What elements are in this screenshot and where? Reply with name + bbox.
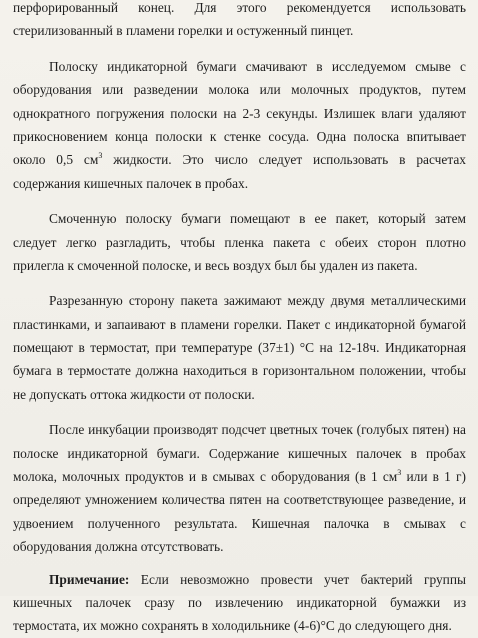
text-line: Полоску индикаторной бумаги смачивают в исследуемом смыве с xyxy=(49,58,466,74)
text-line: пластинками, и запаивают в пламени горелки. Пакет с индикаторной бумагой xyxy=(13,316,466,332)
paragraph-6 xyxy=(13,568,466,638)
text-line: около 0,5 $см^3$ жидкости. Это число следует использовать в расчетах xyxy=(13,151,466,168)
text-line: помещают в термостат, при температуре (37±1) °C на 12-18ч. Индикаторная xyxy=(13,340,466,356)
paragraph-3 xyxy=(13,207,466,277)
text-line: полоске индикаторной бумаги. Содержание кишечных палочек в пробах xyxy=(13,445,466,461)
text-line: бумага в термостате должна находиться в горизонтальном положении, чтобы xyxy=(13,363,466,379)
paragraph-5 xyxy=(13,418,466,558)
paragraph-gap xyxy=(13,406,466,418)
text-line: термостата, их можно сохранять в холодильнике (4-6)°C до следующего дня. xyxy=(13,618,452,634)
paragraph-gap xyxy=(13,195,466,207)
paragraph-gap xyxy=(13,43,466,55)
text-line: кишечных палочек сразу по извлечению индикаторной бумажки из xyxy=(13,594,466,610)
paragraph-4 xyxy=(13,289,466,406)
text-line: стерилизованный в пламени горелки и остуженный пинцет. xyxy=(13,23,354,39)
text-line: перфорированный конец. Для этого рекомендуется использовать xyxy=(13,0,466,15)
text-line: не допускать оттока жидкости от полоски. xyxy=(13,386,255,402)
text-line: оборудования или разведении молока или молочных продуктов, путем xyxy=(13,82,466,98)
text-line: удвоением полученного результата. Кишечная палочка в смывах с xyxy=(13,515,466,531)
text-line: однократного погружения полоски на 2-3 секунды. Излишек влаги удаляют xyxy=(13,105,466,121)
paragraph-1 xyxy=(13,0,466,43)
text-line: содержания кишечных палочек в пробах. xyxy=(13,175,249,191)
text-line: следует легко разгладить, чтобы пленка пакета с обеих сторон плотно xyxy=(13,234,466,250)
text-line: Смоченную полоску бумаги помещают в ее пакет, который затем xyxy=(49,211,466,227)
text-line: прилегла к смоченной полоске, и весь воздух был бы удален из пакета. xyxy=(13,257,418,273)
text-line: После инкубации производят подсчет цветных точек (голубых пятен) на xyxy=(49,422,466,438)
text-line: молока, молочных продуктов и в смывах с оборудования (в 1 $см^3$ или в 1 г) xyxy=(13,468,466,485)
text-line: Разрезанную сторону пакета зажимают между двумя металлическими xyxy=(49,293,466,309)
paragraph-2 xyxy=(13,55,466,195)
paragraph-gap xyxy=(13,559,466,568)
text-line: оборудования должна отсутствовать. xyxy=(13,539,224,555)
text-line: прикосновением конца полоски к стенке сосуда. Одна полоска впитывает xyxy=(13,128,466,144)
text-line: Примечание: Если невозможно провести учет бактерий группы xyxy=(49,571,466,587)
text-line: определяют умножением количества пятен на соответствующее разведение, и xyxy=(13,492,466,508)
paragraph-gap xyxy=(13,277,466,289)
